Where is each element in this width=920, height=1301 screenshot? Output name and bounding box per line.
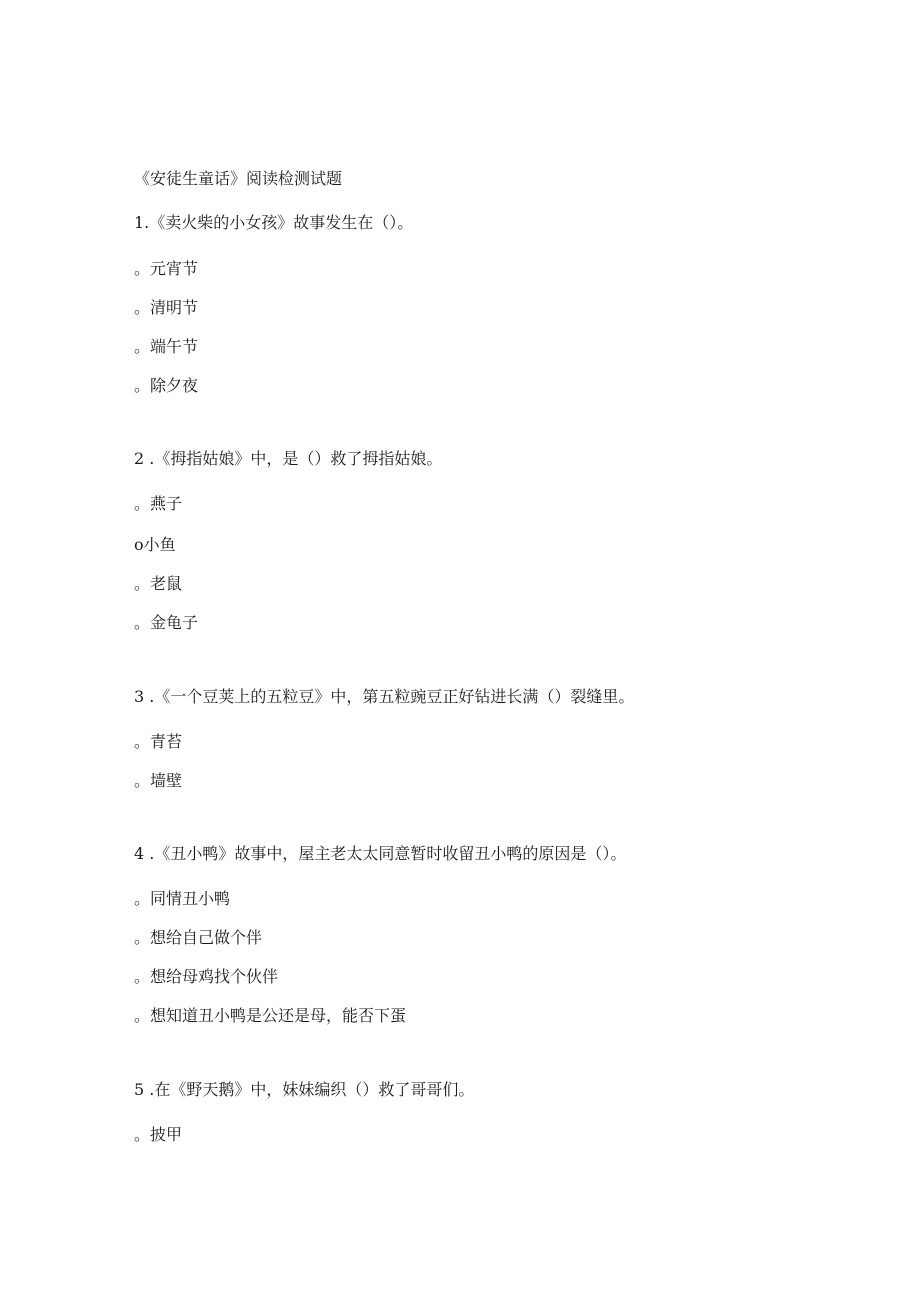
question-1: 1.《卖火柴的小女孩》故事发生在（）。	[134, 213, 414, 232]
question-4-option-d: 。想知道丑小鸭是公还是母，能否下蛋	[134, 1006, 407, 1025]
question-4-option-a: 。同情丑小鸭	[134, 889, 231, 908]
question-3-option-b: 。墙壁	[134, 771, 183, 790]
question-2-option-c: 。老鼠	[134, 574, 183, 593]
question-4-option-c: 。想给母鸡找个伙伴	[134, 967, 279, 986]
question-1-option-a: 。元宵节	[134, 259, 199, 278]
question-3-option-a: 。青苔	[134, 732, 183, 751]
question-2: 2 .《拇指姑娘》中，是（）救了拇指姑娘。	[134, 449, 443, 468]
question-4-option-b: 。想给自己做个伴	[134, 928, 263, 947]
question-5: 5 .在《野天鹅》中，妹妹编织（）救了哥哥们。	[134, 1080, 475, 1099]
question-4: 4 .《丑小鸭》故事中，屋主老太太同意暂时收留丑小鸭的原因是（）。	[134, 844, 627, 863]
question-3: 3 .《一个豆荚上的五粒豆》中，第五粒豌豆正好钻进长满（）裂缝里。	[134, 687, 635, 706]
question-1-option-c: 。端午节	[134, 337, 199, 356]
question-2-option-b: o小鱼	[134, 535, 176, 554]
question-5-option-a: 。披甲	[134, 1125, 183, 1144]
question-2-option-d: 。金龟子	[134, 613, 199, 632]
question-1-option-d: 。除夕夜	[134, 376, 199, 395]
document-title: 《安徒生童话》阅读检测试题	[134, 169, 343, 188]
question-1-option-b: 。清明节	[134, 298, 199, 317]
question-2-option-a: 。燕子	[134, 494, 183, 513]
